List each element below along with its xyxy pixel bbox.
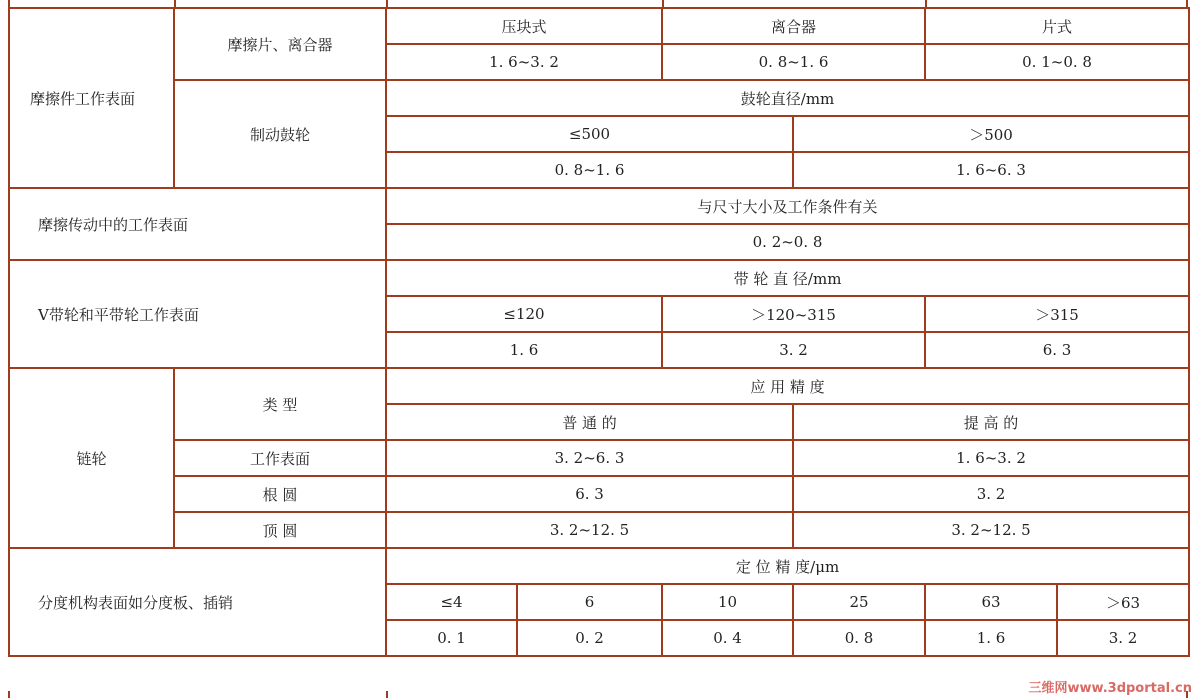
drum-value-cell: 0. 8~1. 6 (386, 152, 793, 188)
sprocket-row-label: 根 圆 (174, 476, 386, 512)
indexing-range-cell: 6 (517, 584, 662, 620)
friction-plate-label: 摩擦片、离合器 (174, 8, 386, 80)
table-row (9, 8, 1189, 44)
indexing-value-cell: 0. 4 (662, 620, 793, 656)
friction-drive-label: 摩擦传动中的工作表面 (9, 188, 386, 260)
indexing-range-cell: ≤4 (386, 584, 517, 620)
sprocket-value-cell: 3. 2~12. 5 (793, 512, 1189, 548)
table-row (9, 368, 1189, 404)
plate-type-cell: 片式 (925, 8, 1189, 44)
belt-range-cell: ＞120~315 (662, 296, 925, 332)
plate-type-cell: 压块式 (386, 8, 662, 44)
plate-type-cell: 离合器 (662, 8, 925, 44)
plate-value-cell: 0. 8~1. 6 (662, 44, 925, 80)
indexing-value-cell: 0. 8 (793, 620, 925, 656)
table-row (9, 548, 1189, 584)
sprocket-value-cell: 3. 2~12. 5 (386, 512, 793, 548)
drum-range-cell: ≤500 (386, 116, 793, 152)
sprocket-value-cell: 3. 2 (793, 476, 1189, 512)
table-row (9, 188, 1189, 224)
precision-level-cell: 提 高 的 (793, 404, 1189, 440)
next-row-edge (8, 691, 1188, 698)
sprocket-row-label: 顶 圆 (174, 512, 386, 548)
friction-parts-label: 摩擦件工作表面 (9, 8, 174, 188)
drum-value-cell: 1. 6~6. 3 (793, 152, 1189, 188)
positioning-header: 定 位 精 度/μm (386, 548, 1189, 584)
belt-value-cell: 3. 2 (662, 332, 925, 368)
drum-diameter-header: 鼓轮直径/mm (386, 80, 1189, 116)
table-row (9, 512, 1189, 548)
table-row (9, 476, 1189, 512)
belt-value-cell: 1. 6 (386, 332, 662, 368)
sprocket-label: 链轮 (9, 368, 174, 548)
belt-range-cell: ＞315 (925, 296, 1189, 332)
friction-drive-value: 0. 2~0. 8 (386, 224, 1189, 260)
precision-level-cell: 普 通 的 (386, 404, 793, 440)
belt-pulley-label: V带轮和平带轮工作表面 (9, 260, 386, 368)
sprocket-row-label: 工作表面 (174, 440, 386, 476)
indexing-range-cell: ＞63 (1057, 584, 1189, 620)
previous-row-edge (8, 0, 1188, 7)
sprocket-value-cell: 1. 6~3. 2 (793, 440, 1189, 476)
belt-diameter-header: 带 轮 直 径/mm (386, 260, 1189, 296)
brake-drum-label: 制动鼓轮 (174, 80, 386, 188)
table-row (9, 80, 1189, 116)
roughness-table (8, 7, 1190, 657)
indexing-label: 分度机构表面如分度板、插销 (9, 548, 386, 656)
indexing-range-cell: 10 (662, 584, 793, 620)
plate-value-cell: 1. 6~3. 2 (386, 44, 662, 80)
indexing-value-cell: 0. 2 (517, 620, 662, 656)
indexing-value-cell: 3. 2 (1057, 620, 1189, 656)
precision-header: 应 用 精 度 (386, 368, 1189, 404)
sprocket-type-label: 类 型 (174, 368, 386, 440)
plate-value-cell: 0. 1~0. 8 (925, 44, 1189, 80)
indexing-value-cell: 1. 6 (925, 620, 1057, 656)
belt-range-cell: ≤120 (386, 296, 662, 332)
belt-value-cell: 6. 3 (925, 332, 1189, 368)
sprocket-value-cell: 3. 2~6. 3 (386, 440, 793, 476)
table-row (9, 440, 1189, 476)
drum-range-cell: ＞500 (793, 116, 1189, 152)
table-row (9, 260, 1189, 296)
sprocket-value-cell: 6. 3 (386, 476, 793, 512)
friction-drive-note: 与尺寸大小及工作条件有关 (386, 188, 1189, 224)
indexing-value-cell: 0. 1 (386, 620, 517, 656)
indexing-range-cell: 63 (925, 584, 1057, 620)
site-watermark: 三维网www.3dportal.cn (1028, 681, 1192, 696)
indexing-range-cell: 25 (793, 584, 925, 620)
